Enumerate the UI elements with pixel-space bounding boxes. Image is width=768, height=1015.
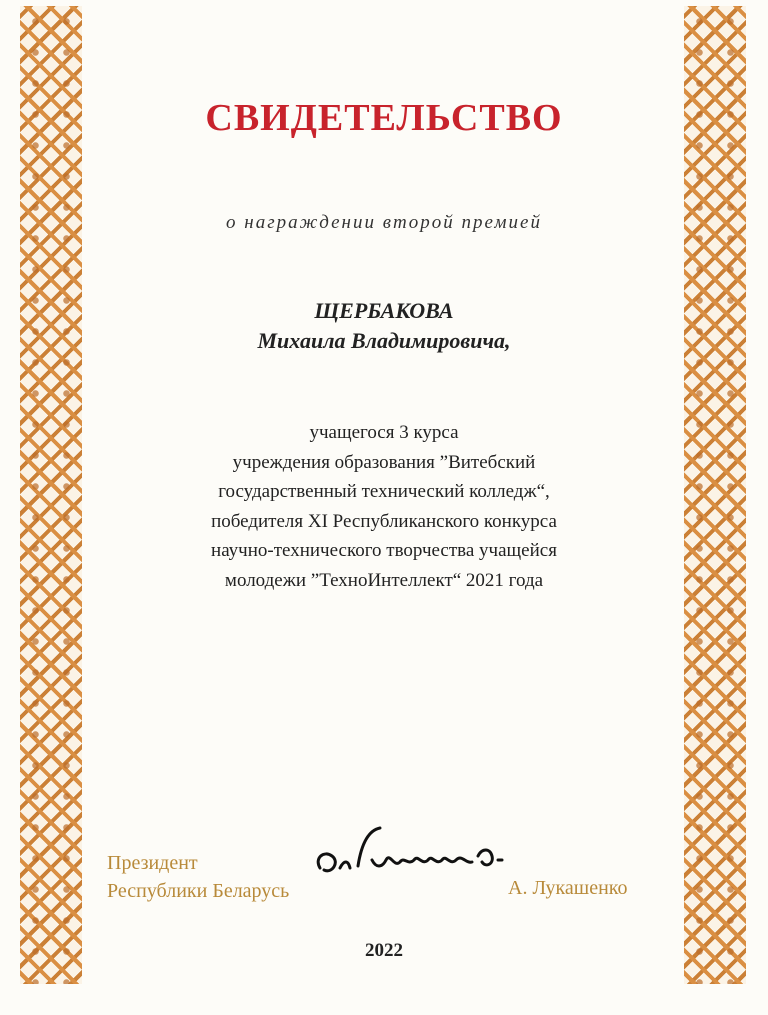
award-description [120, 418, 648, 595]
recipient-surname: ЩЕРБАКОВА [314, 298, 454, 323]
signer-position [107, 849, 289, 905]
issue-year: 2022 [365, 940, 403, 961]
signer-title-line2: Республики Беларусь [107, 880, 290, 902]
description-line: молодежи ”ТехноИнтеллект“ 2021 года [224, 569, 544, 591]
signer-title-line1: Президент [107, 852, 198, 874]
description-line: учреждения образования ”Витебский [232, 451, 536, 473]
handwritten-signature [310, 820, 530, 890]
left-ornament-border [20, 6, 82, 984]
recipient-given-names: Михаила Владимировича, [257, 328, 511, 353]
signer-name: А. Лукашенко [508, 877, 628, 899]
description-line: победителя XI Республиканского конкурса [211, 510, 557, 532]
description-line: государственный технический колледж“, [218, 481, 550, 502]
certificate-title: СВИДЕТЕЛЬСТВО [205, 97, 563, 139]
description-line: учащегося 3 курса [309, 422, 459, 443]
description-line: научно-технического творчества учащейся [211, 540, 557, 561]
right-ornament-border [684, 6, 746, 984]
award-subtitle: о награждении второй премией [226, 212, 542, 233]
